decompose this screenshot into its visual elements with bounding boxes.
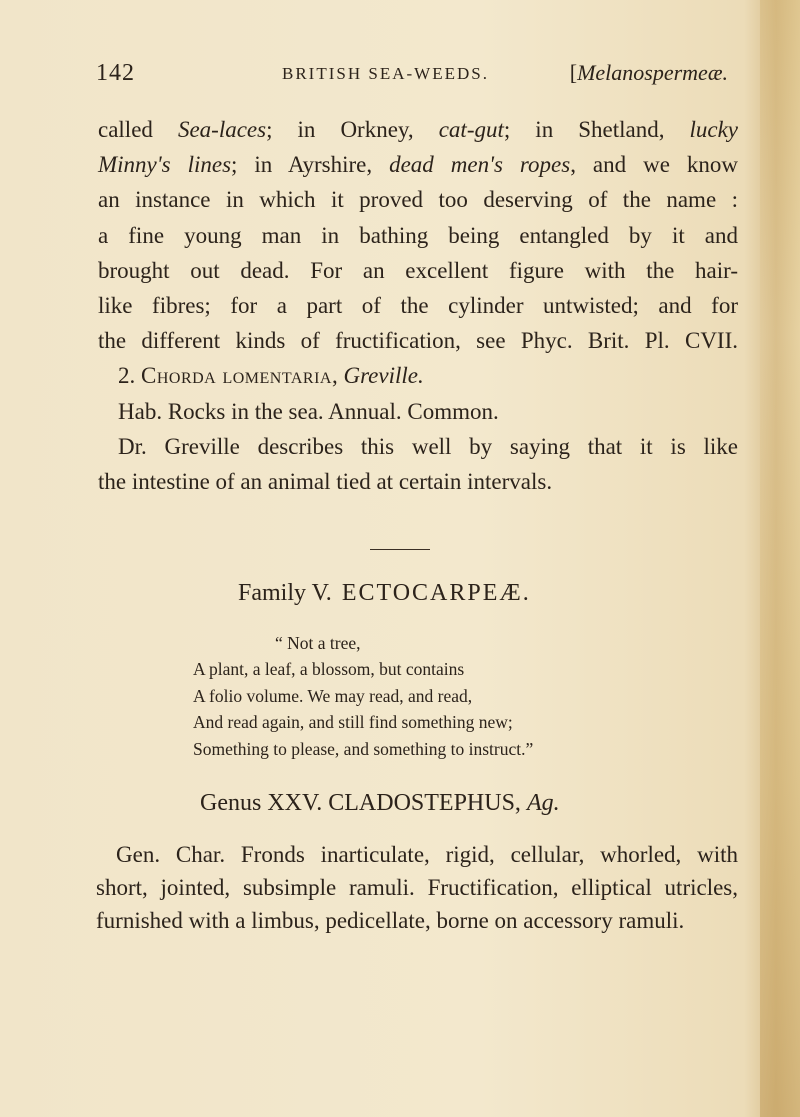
genus-label: Genus XXV. [200, 790, 323, 816]
genus-name: CLADOSTEPHUS, [328, 790, 521, 816]
page-number: 142 [96, 60, 135, 86]
text-line: like fibres; for a part of the cylinder untwisted; and for [98, 293, 738, 319]
running-head: BRITISH SEA-WEEDS. [282, 64, 489, 83]
text-line: furnished with a limbus, pedicellate, borne on accessory ramuli. [96, 908, 685, 933]
genus-heading [200, 790, 560, 817]
poem-line: Something to please, and something to instruct.” [193, 738, 534, 759]
family-label: Family V. [238, 580, 332, 606]
section-title: Melanospermeæ. [577, 60, 728, 85]
text-line: the different kinds of fructification, see Phyc. Brit. Pl. CVII. [98, 328, 738, 354]
text-line: a fine young man in bathing being entangled by it and [98, 222, 738, 248]
page-header [96, 60, 728, 100]
text-line: brought out dead. For an excellent figure with the hair- [98, 257, 738, 283]
text-line: short, jointed, subsimple ramuli. Fructification, elliptical utricles, [96, 875, 738, 900]
text-line: Minny's lines; in Ayrshire, dead men's ropes, and we know [98, 152, 739, 178]
text-line: an instance in which it proved too deserving of the name : [98, 187, 738, 213]
paragraph-common-names [98, 112, 738, 499]
section-head [570, 60, 728, 86]
section-bracket: [ [569, 60, 578, 85]
text-line: called Sea-laces; in Orkney, cat-gut; in Shetland, lucky [98, 117, 739, 142]
generic-character [96, 838, 738, 937]
text-line: the intestine of an animal tied at certain intervals. [98, 469, 553, 495]
poem-line: “ Not a tree, [275, 633, 361, 653]
epigraph-poem [193, 630, 533, 762]
text-line: Dr. Greville describes this well by saying that it is like [118, 433, 738, 459]
habitat-line: Hab. Rocks in the sea. Annual. Common. [118, 398, 499, 424]
poem-line: A plant, a leaf, a blossom, but contains [193, 659, 465, 680]
species-heading: 2. Chorda lomentaria, Greville. [118, 363, 424, 389]
text-line: Gen. Char. Fronds inarticulate, rigid, cellular, whorled, with [116, 842, 738, 867]
poem-line: And read again, and still find something new; [193, 712, 513, 733]
section-divider [370, 549, 430, 550]
family-name: ECTOCARPEÆ. [341, 580, 531, 606]
poem-line: A folio volume. We may read, and read, [193, 685, 473, 706]
page-edge-stain [760, 0, 800, 1117]
family-heading [238, 580, 531, 607]
genus-authority: Ag. [526, 790, 560, 816]
